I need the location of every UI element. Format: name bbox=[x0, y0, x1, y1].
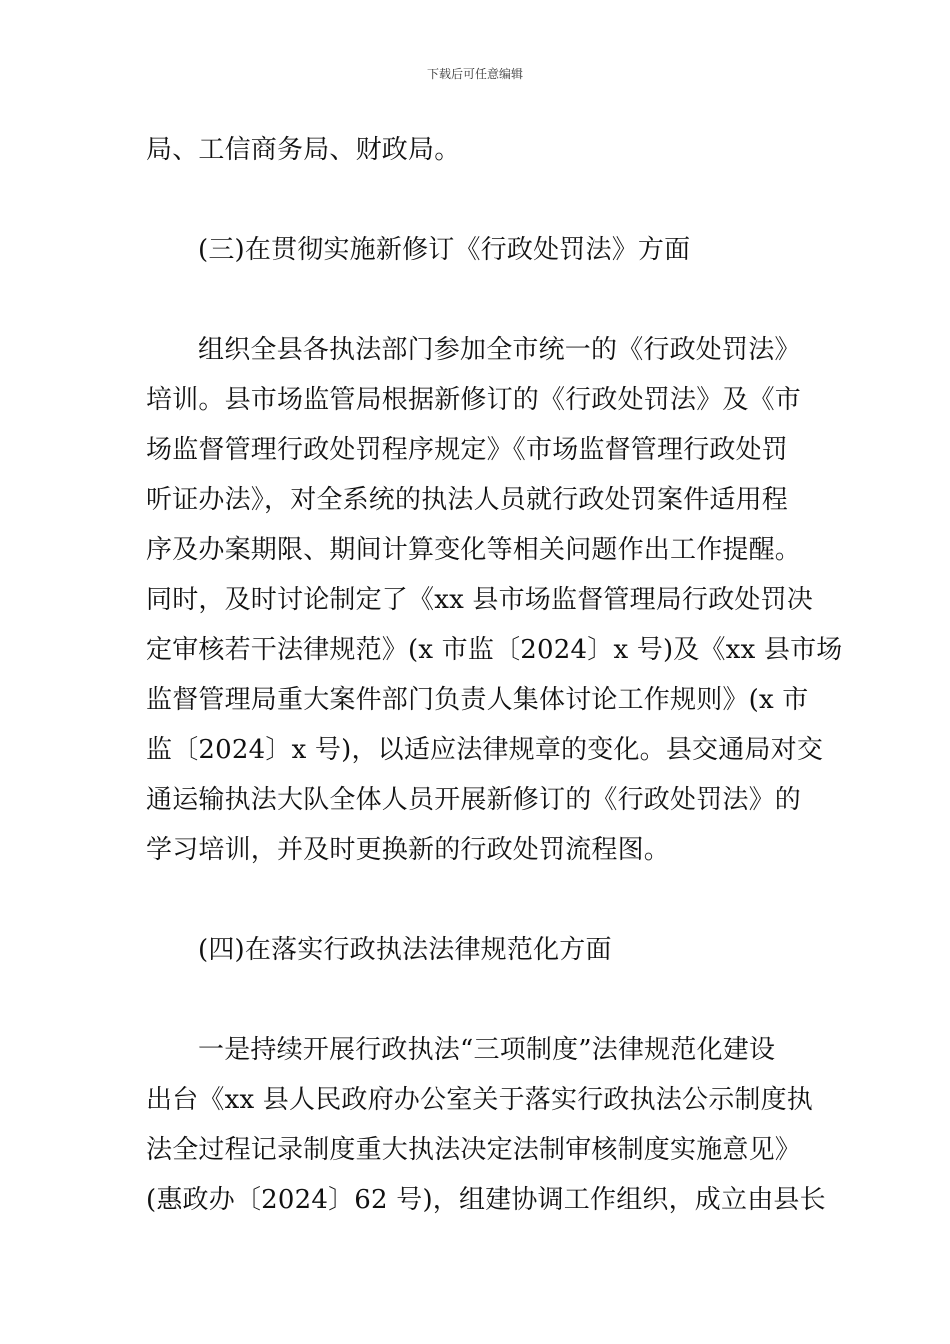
paragraph-line: 定审核若干法律规范》(x 市监〔2024〕x 号)及《xx 县市场 bbox=[146, 635, 843, 665]
paragraph-line: (惠政办〔2024〕62 号)，组建协调工作组织，成立由县长 bbox=[146, 1185, 826, 1215]
document-body bbox=[146, 125, 843, 1225]
paragraph-line: 监〔2024〕x 号)，以适应法律规章的变化。县交通局对交 bbox=[146, 735, 824, 765]
spacer bbox=[146, 975, 808, 1025]
spacer bbox=[146, 175, 808, 225]
spacer bbox=[146, 875, 808, 925]
paragraph-line: 同时，及时讨论制定了《xx 县市场监督管理局行政处罚决 bbox=[146, 585, 813, 615]
section-heading-3: (三)在贯彻实施新修订《行政处罚法》方面 bbox=[198, 235, 691, 265]
paragraph-line: 局、工信商务局、财政局。 bbox=[146, 135, 461, 165]
paragraph-line: 场监督管理行政处罚程序规定》《市场监督管理行政处罚 bbox=[146, 435, 789, 465]
page-header: 下载后可任意编辑 bbox=[426, 67, 523, 81]
paragraph-line: 监督管理局重大案件部门负责人集体讨论工作规则》(x 市 bbox=[146, 685, 809, 715]
section-heading-4: (四)在落实行政执法法律规范化方面 bbox=[198, 935, 612, 965]
paragraph-line: 通运输执法大队全体人员开展新修订的《行政处罚法》的 bbox=[146, 785, 802, 815]
paragraph-line: 序及办案期限、期间计算变化等相关问题作出工作提醒。 bbox=[146, 535, 802, 565]
paragraph-line: 培训。县市场监管局根据新修订的《行政处罚法》及《市 bbox=[146, 385, 802, 415]
paragraph-line: 组织全县各执法部门参加全市统一的《行政处罚法》 bbox=[198, 335, 801, 365]
paragraph-line: 法全过程记录制度重大执法决定法制审核制度实施意见》 bbox=[146, 1135, 802, 1165]
paragraph-line: 一是持续开展行政执法“三项制度”法律规范化建设 bbox=[198, 1035, 776, 1065]
paragraph-line: 听证办法》，对全系统的执法人员就行政处罚案件适用程 bbox=[146, 485, 789, 515]
paragraph-line: 学习培训，并及时更换新的行政处罚流程图。 bbox=[146, 835, 671, 865]
spacer bbox=[146, 275, 808, 325]
paragraph-line: 出台《xx 县人民政府办公室关于落实行政执法公示制度执 bbox=[146, 1085, 813, 1115]
